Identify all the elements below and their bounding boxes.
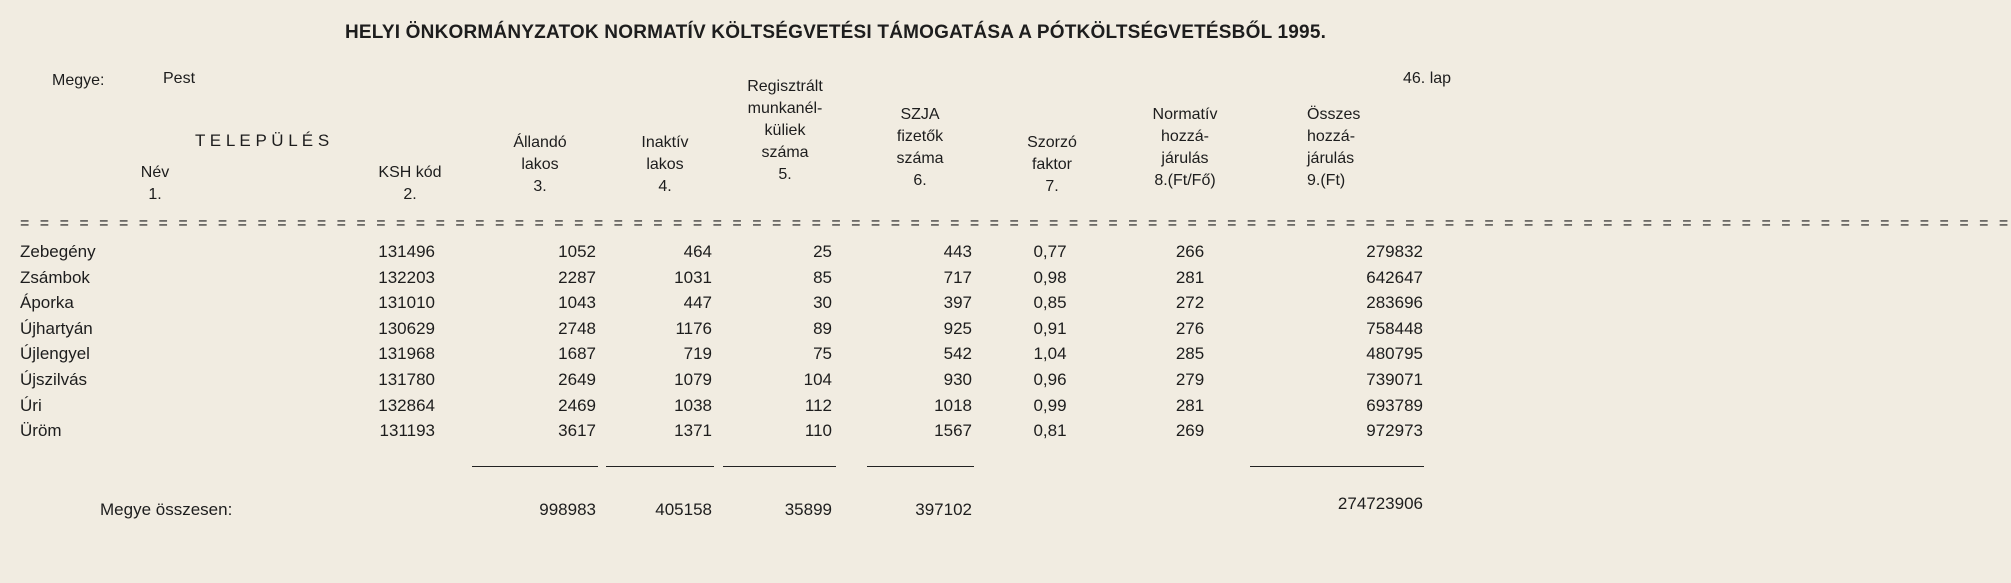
cell-ksh-kod: 131496 <box>378 242 435 261</box>
table-row <box>0 370 1557 396</box>
col-header-munkanelkuliek: Regisztrált munkanél- küliek száma 5. <box>747 78 823 183</box>
col-header-szorzo-faktor: Szorzó faktor 7. <box>1027 134 1077 195</box>
cell-allando-lakos: 3617 <box>558 421 596 441</box>
cell-inaktiv-lakos: 1176 <box>675 318 712 338</box>
cell-ksh-kod: 131010 <box>378 293 435 313</box>
total-munkanelkuliek: 35899 <box>784 500 832 519</box>
table-row <box>0 421 1557 447</box>
cell-szorzo-faktor: 0,77 <box>1033 242 1067 261</box>
header-separator: = = = = = = = = = = = = = = = = = = = = = = = = = = = = = = = = = = = = = = = = = = = = = = = = = = = = = = = = = = = = = = = = = = = = = = = = = = = = = = = = = = = = = = = = = = = = = = = = = = = = = <box>20 215 2011 232</box>
cell-szorzo-faktor: 0,81 <box>1033 421 1067 441</box>
cell-allando-lakos: 1052 <box>558 242 596 261</box>
total-rule <box>472 466 598 467</box>
cell-munkanelkuliek: 89 <box>813 318 832 338</box>
cell-osszes-hozzajarulas: 279832 <box>1366 242 1423 261</box>
cell-allando-lakos: 2748 <box>558 318 596 338</box>
cell-inaktiv-lakos: 464 <box>683 242 712 261</box>
cell-ksh-kod: 131968 <box>378 344 435 364</box>
cell-szorzo-faktor: 0,99 <box>1033 395 1067 415</box>
cell-munkanelkuliek: 30 <box>813 293 832 313</box>
cell-nev: Zsámbok <box>20 267 90 287</box>
cell-inaktiv-lakos: 1079 <box>674 370 712 389</box>
table-row <box>0 268 1557 294</box>
cell-szja-fizetok: 542 <box>943 344 972 364</box>
total-inaktiv-lakos: 405158 <box>655 500 712 519</box>
cell-ksh-kod: 131193 <box>379 421 435 441</box>
cell-normativ-hozzajarulas: 279 <box>1175 370 1205 389</box>
cell-ksh-kod: 132203 <box>378 267 435 287</box>
cell-normativ-hozzajarulas: 272 <box>1175 293 1205 313</box>
cell-szorzo-faktor: 0,98 <box>1033 267 1067 287</box>
cell-normativ-hozzajarulas: 269 <box>1175 421 1205 441</box>
cell-osszes-hozzajarulas: 739071 <box>1366 370 1423 389</box>
cell-normativ-hozzajarulas: 276 <box>1175 318 1205 338</box>
county-label: Megye: <box>52 72 105 89</box>
col-header-ksh-kod: KSH kód 2. <box>378 164 442 203</box>
cell-szorzo-faktor: 0,96 <box>1033 370 1067 389</box>
cell-inaktiv-lakos: 1031 <box>674 267 712 287</box>
cell-allando-lakos: 2649 <box>558 370 596 389</box>
cell-osszes-hozzajarulas: 283696 <box>1366 293 1423 313</box>
group-header-telepules: T E L E P Ü L É S <box>195 131 330 150</box>
cell-szja-fizetok: 925 <box>943 318 972 338</box>
cell-osszes-hozzajarulas: 693789 <box>1366 395 1423 415</box>
county-value: Pest <box>163 70 196 87</box>
cell-inaktiv-lakos: 1038 <box>674 395 712 415</box>
cell-allando-lakos: 1687 <box>558 344 596 364</box>
cell-munkanelkuliek: 110 <box>804 421 832 441</box>
total-szja-fizetok: 397102 <box>915 500 972 519</box>
cell-szorzo-faktor: 0,85 <box>1033 293 1067 313</box>
table-row <box>0 396 1557 422</box>
cell-munkanelkuliek: 112 <box>804 395 832 415</box>
cell-allando-lakos: 2287 <box>558 267 596 287</box>
cell-normativ-hozzajarulas: 281 <box>1175 395 1205 415</box>
col-header-normativ-hozzajarulas: Normatív hozzá- járulás 8.(Ft/Fő) <box>1152 106 1218 189</box>
total-rule <box>867 466 974 467</box>
cell-szja-fizetok: 1018 <box>934 395 972 415</box>
cell-nev: Úri <box>20 395 42 415</box>
table-row <box>0 293 1557 319</box>
table-row <box>0 242 1557 268</box>
cell-ksh-kod: 132864 <box>378 395 435 415</box>
table-row <box>0 344 1557 370</box>
cell-osszes-hozzajarulas: 480795 <box>1366 344 1423 364</box>
cell-munkanelkuliek: 75 <box>813 344 832 364</box>
cell-nev: Áporka <box>20 293 74 313</box>
cell-szja-fizetok: 443 <box>943 242 972 261</box>
document-title: HELYI ÖNKORMÁNYZATOK NORMATÍV KÖLTSÉGVETÉSI TÁMOGATÁSA A PÓTKÖLTSÉGVETÉSBŐL 1995. <box>345 22 1327 43</box>
table-row <box>0 319 1557 345</box>
col-header-allando-lakos: Állandó lakos 3. <box>513 134 567 195</box>
cell-nev: Újszilvás <box>20 370 88 389</box>
cell-normativ-hozzajarulas: 285 <box>1175 344 1205 364</box>
cell-ksh-kod: 131780 <box>378 370 435 389</box>
cell-normativ-hozzajarulas: 266 <box>1175 242 1205 261</box>
cell-munkanelkuliek: 85 <box>813 267 832 287</box>
cell-nev: Zebegény <box>20 242 96 261</box>
cell-szorzo-faktor: 0,91 <box>1033 318 1067 338</box>
total-rule <box>606 466 714 467</box>
cell-inaktiv-lakos: 1371 <box>674 421 712 441</box>
cell-munkanelkuliek: 25 <box>813 242 832 261</box>
cell-inaktiv-lakos: 447 <box>683 293 712 313</box>
cell-inaktiv-lakos: 719 <box>683 344 712 364</box>
cell-szorzo-faktor: 1,04 <box>1033 344 1067 364</box>
page-number: 46. lap <box>1403 70 1452 87</box>
col-header-szja-fizetok: SZJA fizetők száma 6. <box>896 106 944 189</box>
cell-munkanelkuliek: 104 <box>803 370 832 389</box>
cell-ksh-kod: 130629 <box>378 318 435 338</box>
cell-allando-lakos: 2469 <box>558 395 596 415</box>
cell-osszes-hozzajarulas: 642647 <box>1366 267 1423 287</box>
cell-normativ-hozzajarulas: 281 <box>1175 267 1205 287</box>
total-rule <box>723 466 836 467</box>
cell-allando-lakos: 1043 <box>558 293 596 313</box>
col-header-osszes-hozzajarulas: Összes hozzá- járulás 9.(Ft) <box>1307 106 1361 189</box>
cell-osszes-hozzajarulas: 972973 <box>1366 421 1423 441</box>
cell-szja-fizetok: 717 <box>943 267 972 287</box>
total-osszes-hozzajarulas: 274723906 <box>1337 494 1423 513</box>
col-header-inaktiv-lakos: Inaktív lakos 4. <box>641 134 689 195</box>
total-label: Megye összesen: <box>100 500 233 519</box>
cell-nev: Üröm <box>20 421 62 441</box>
cell-szja-fizetok: 1567 <box>934 421 972 441</box>
cell-szja-fizetok: 397 <box>943 293 972 313</box>
total-allando-lakos: 998983 <box>539 500 596 519</box>
cell-nev: Újlengyel <box>20 344 90 364</box>
col-header-nev: Név 1. <box>140 164 170 203</box>
cell-osszes-hozzajarulas: 758448 <box>1366 318 1423 338</box>
cell-nev: Újhartyán <box>20 318 93 338</box>
total-rule <box>1250 466 1424 467</box>
cell-szja-fizetok: 930 <box>943 370 972 389</box>
